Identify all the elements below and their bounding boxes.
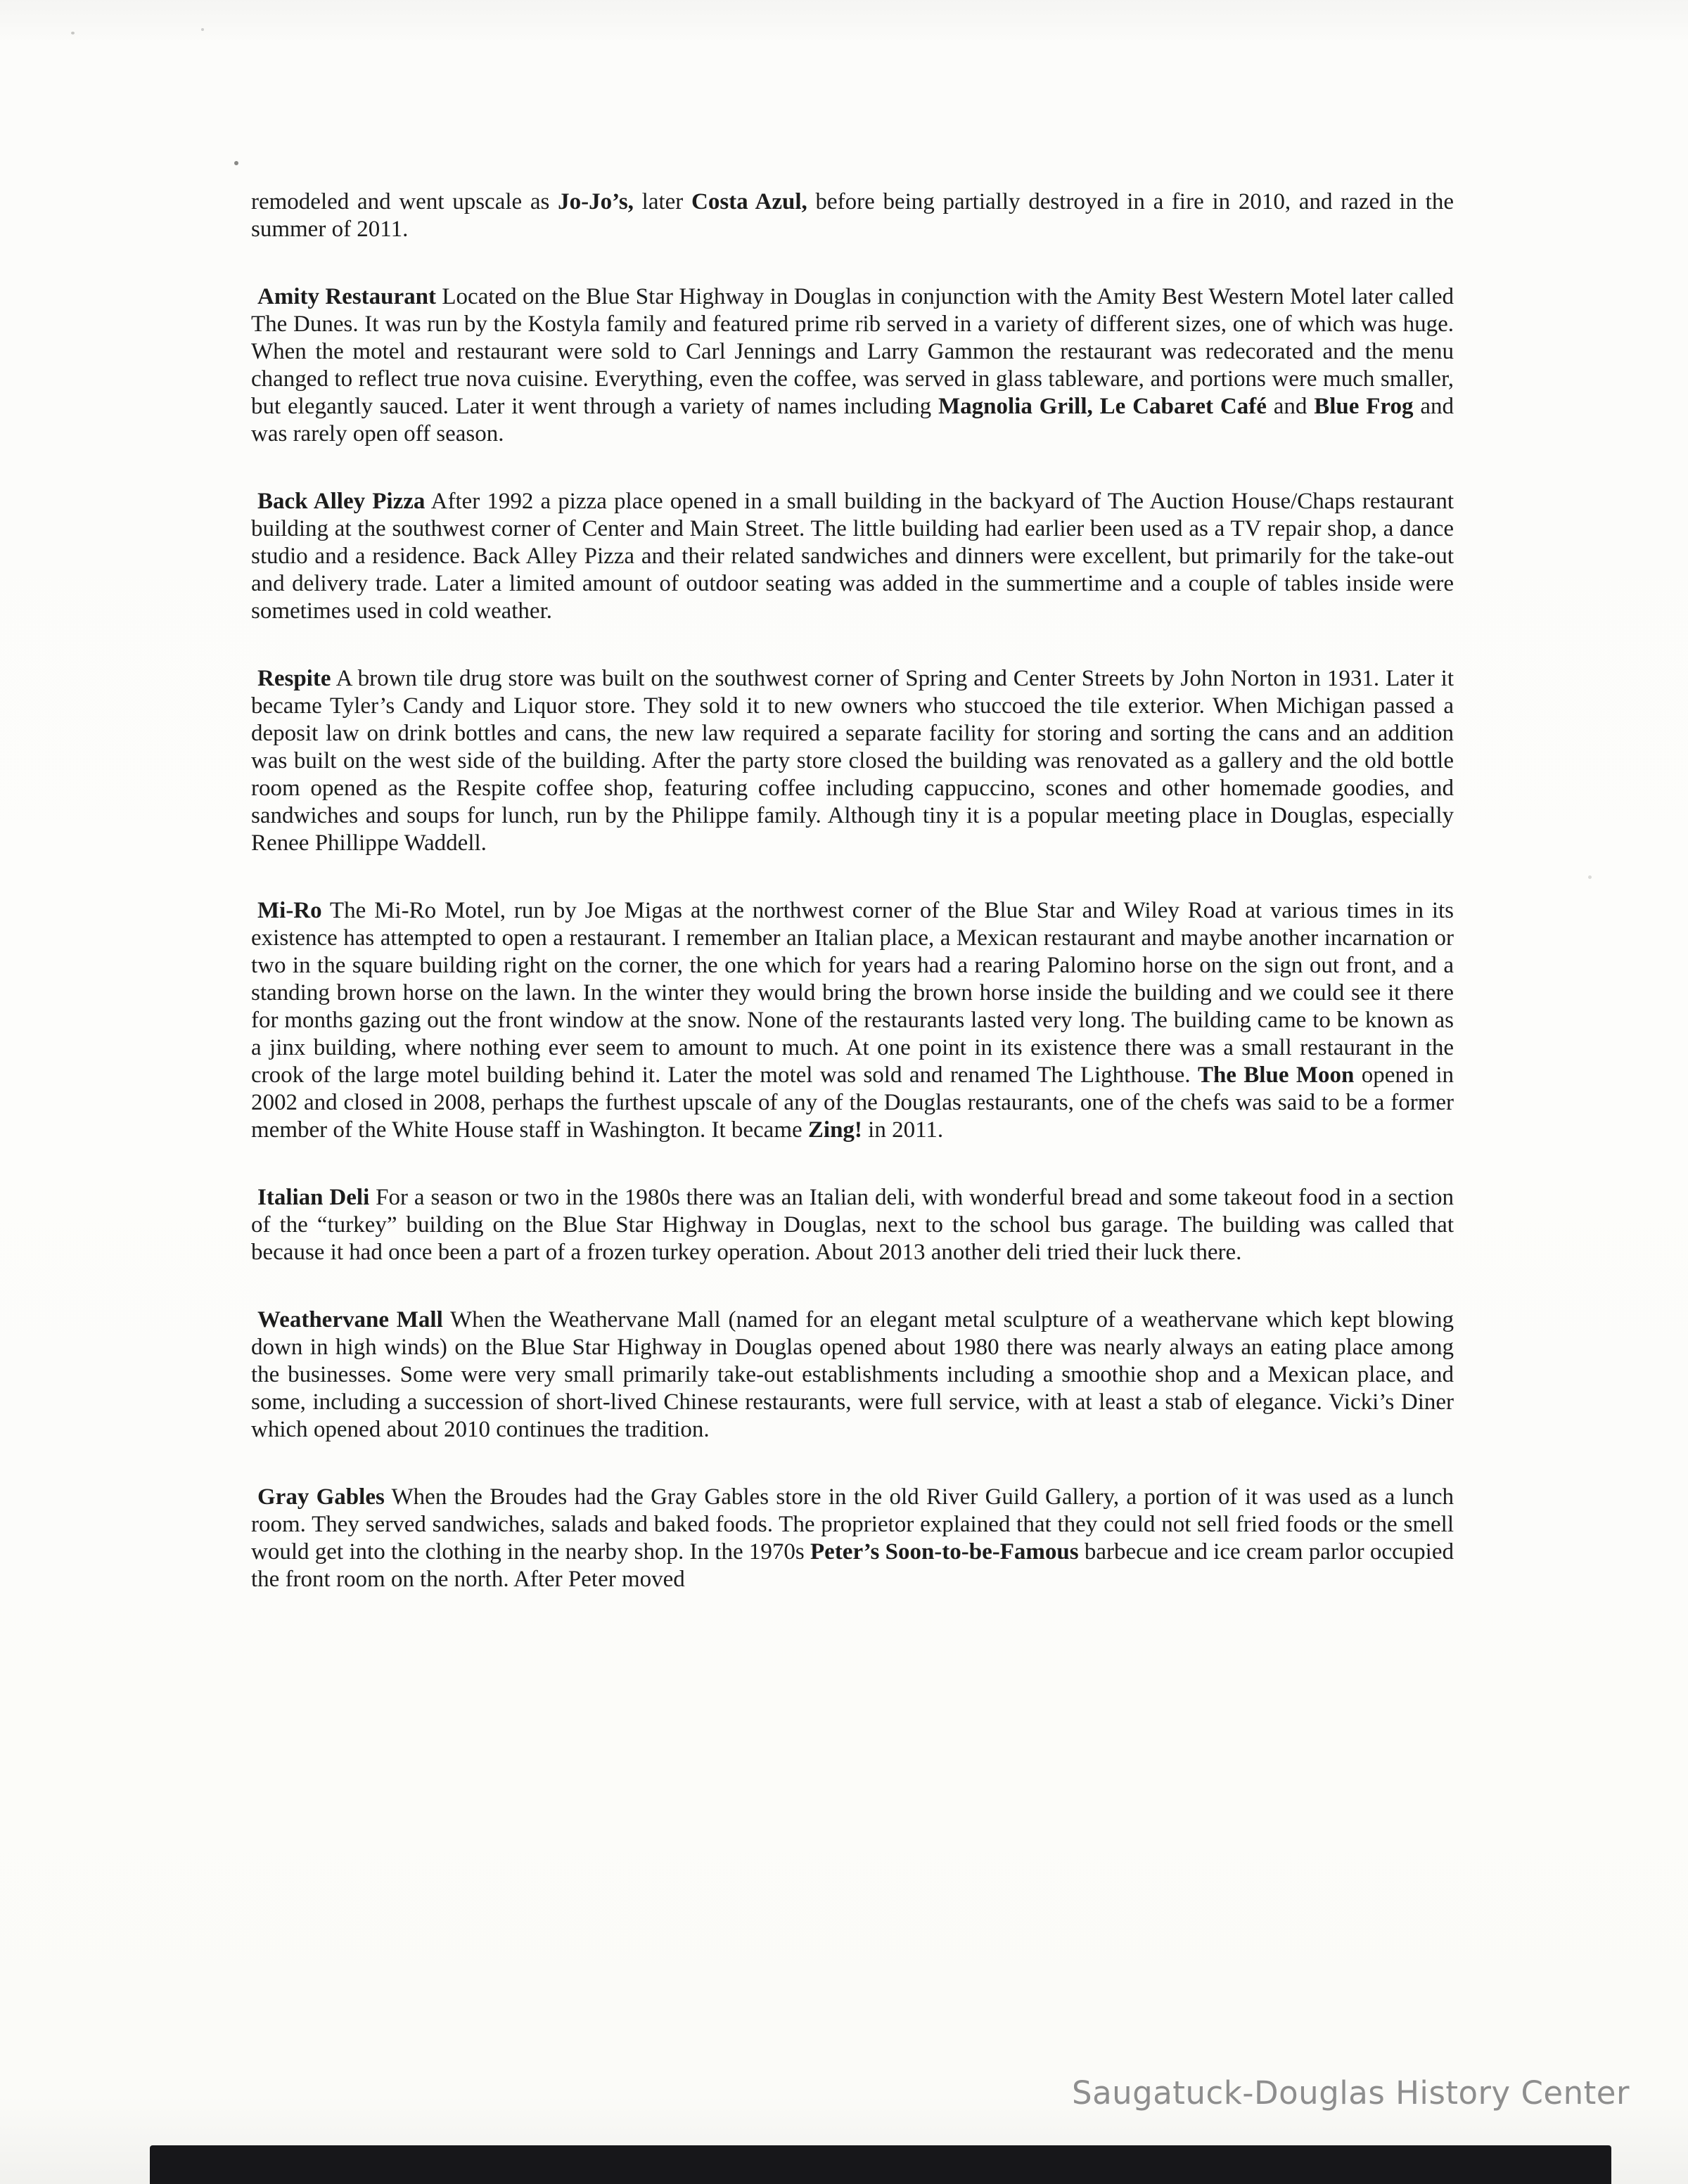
paragraph: Italian Deli For a season or two in the 1980s there was an Italian deli, with wonderful bread and some takeout food in a section of the “turkey” building on the Blue Star Highway in Douglas, next to the school bus garage. The building was called that because it had once been a part of a frozen turkey operation. About 2013 another deli tried their luck there. (251, 1185, 1454, 1265)
bold-name: Respite (257, 666, 331, 691)
document-body (251, 188, 1454, 1633)
bold-name: Zing! (807, 1117, 862, 1143)
bold-name: Gray Gables (257, 1484, 385, 1510)
paragraph: Mi-Ro The Mi-Ro Motel, run by Joe Migas at the northwest corner of the Blue Star and Wiley Road at various times in its existence has attempted to open a restaurant. I remember an Italian place, a Mexican restaurant and maybe another incarnation or two in the square building right on the corner, the one which for years had a rearing Palomino horse on the sign out front, and a standing brown horse on the lawn. In the winter they would bring the brown horse inside the building and we could see it there for months gazing out the front window at the snow. None of the restaurants lasted very long. The building came to be known as a jinx building, where nothing ever seem to amount to much. At one point in its existence there was a small restaurant in the crook of the large motel building behind it. Later the motel was sold and renamed The Lighthouse. The Blue Moon opened in 2002 and closed in 2008, perhaps the furthest upscale of any of the Douglas restaurants, one of the chefs was said to be a former member of the White House staff in Washington. It became Zing! in 2011. (251, 898, 1454, 1143)
paragraph: Back Alley Pizza After 1992 a pizza place opened in a small building in the backyard of The Auction House/Chaps restaurant building at the southwest corner of Center and Main Street. The little building had earlier been used as a TV repair shop, a dance studio and a residence. Back Alley Pizza and their related sandwiches and dinners were excellent, but primarily for the take-out and delivery trade. Later a limited amount of outdoor seating was added in the summertime and a couple of tables inside were sometimes used in cold weather. (251, 489, 1454, 624)
scan-speck (201, 28, 204, 31)
scan-speck (234, 161, 238, 165)
bold-name: Blue Frog (1314, 394, 1414, 419)
bold-name: The Blue Moon (1197, 1062, 1355, 1088)
scan-speck (1588, 875, 1592, 879)
scan-speck (71, 32, 75, 34)
bold-name: Amity Restaurant (257, 284, 437, 309)
scan-edge-bar (150, 2145, 1611, 2184)
paragraph: Weathervane Mall When the Weathervane Mall (named for an elegant metal sculpture of a weathervane which kept blowing down in high winds) on the Blue Star Highway in Douglas opened about 1980 there was nearly always an eating place among the businesses. Some were very small primarily take-out establishments including a smoothie shop and a Mexican place, and some, including a succession of short-lived Chinese restaurants, were full service, with at least a stab of elegance. Vicki’s Diner which opened about 2010 continues the tradition. (251, 1307, 1454, 1442)
bold-name: Italian Deli (257, 1185, 370, 1210)
bold-name: Magnolia Grill, Le Cabaret Café (938, 394, 1267, 419)
bold-name: Costa Azul, (691, 189, 807, 214)
paragraph: Amity Restaurant Located on the Blue Star Highway in Douglas in conjunction with the Amity Best Western Motel later called The Dunes. It was run by the Kostyla family and featured prime rib served in a variety of different sizes, one of which was huge. When the motel and restaurant were sold to Carl Jennings and Larry Gammon the restaurant was redecorated and the menu changed to reflect true nova cuisine. Everything, even the coffee, was served in glass tableware, and portions were much smaller, but elegantly sauced. Later it went through a variety of names including Magnolia Grill, Le Cabaret Café and Blue Frog and was rarely open off season. (251, 284, 1454, 447)
paragraph: Respite A brown tile drug store was built on the southwest corner of Spring and Center Streets by John Norton in 1931. Later it became Tyler’s Candy and Liquor store. They sold it to new owners who stuccoed the tile exterior. When Michigan passed a deposit law on drink bottles and cans, the new law required a separate facility for storing and sorting the cans and an addition was built on the west side of the building. After the party store closed the building was renovated as a gallery and the old bottle room opened as the Respite coffee shop, featuring coffee including cappuccino, scones and other homemade goodies, and sandwiches and soups for lunch, run by the Philippe family. Although tiny it is a popular meeting place in Douglas, especially Renee Phillippe Waddell. (251, 666, 1454, 856)
bold-name: Jo-Jo’s, (558, 189, 634, 214)
watermark: Saugatuck-Douglas History Center (1072, 2074, 1630, 2112)
bold-name: Peter’s Soon-to-be-Famous (810, 1539, 1079, 1565)
bold-name: Back Alley Pizza (257, 489, 426, 514)
bold-name: Weathervane Mall (257, 1307, 443, 1332)
paragraph: remodeled and went upscale as Jo-Jo’s, later Costa Azul, before being partially destroyed in a fire in 2010, and razed in the summer of 2011. (251, 189, 1454, 242)
paragraph: Gray Gables When the Broudes had the Gray Gables store in the old River Guild Gallery, a portion of it was used as a lunch room. They served sandwiches, salads and baked foods. The proprietor explained that they could not sell fried foods or the smell would get into the clothing in the nearby shop. In the 1970s Peter’s Soon-to-be-Famous barbecue and ice cream parlor occupied the front room on the north. After Peter moved (251, 1484, 1454, 1592)
bold-name: Mi-Ro (257, 898, 322, 923)
